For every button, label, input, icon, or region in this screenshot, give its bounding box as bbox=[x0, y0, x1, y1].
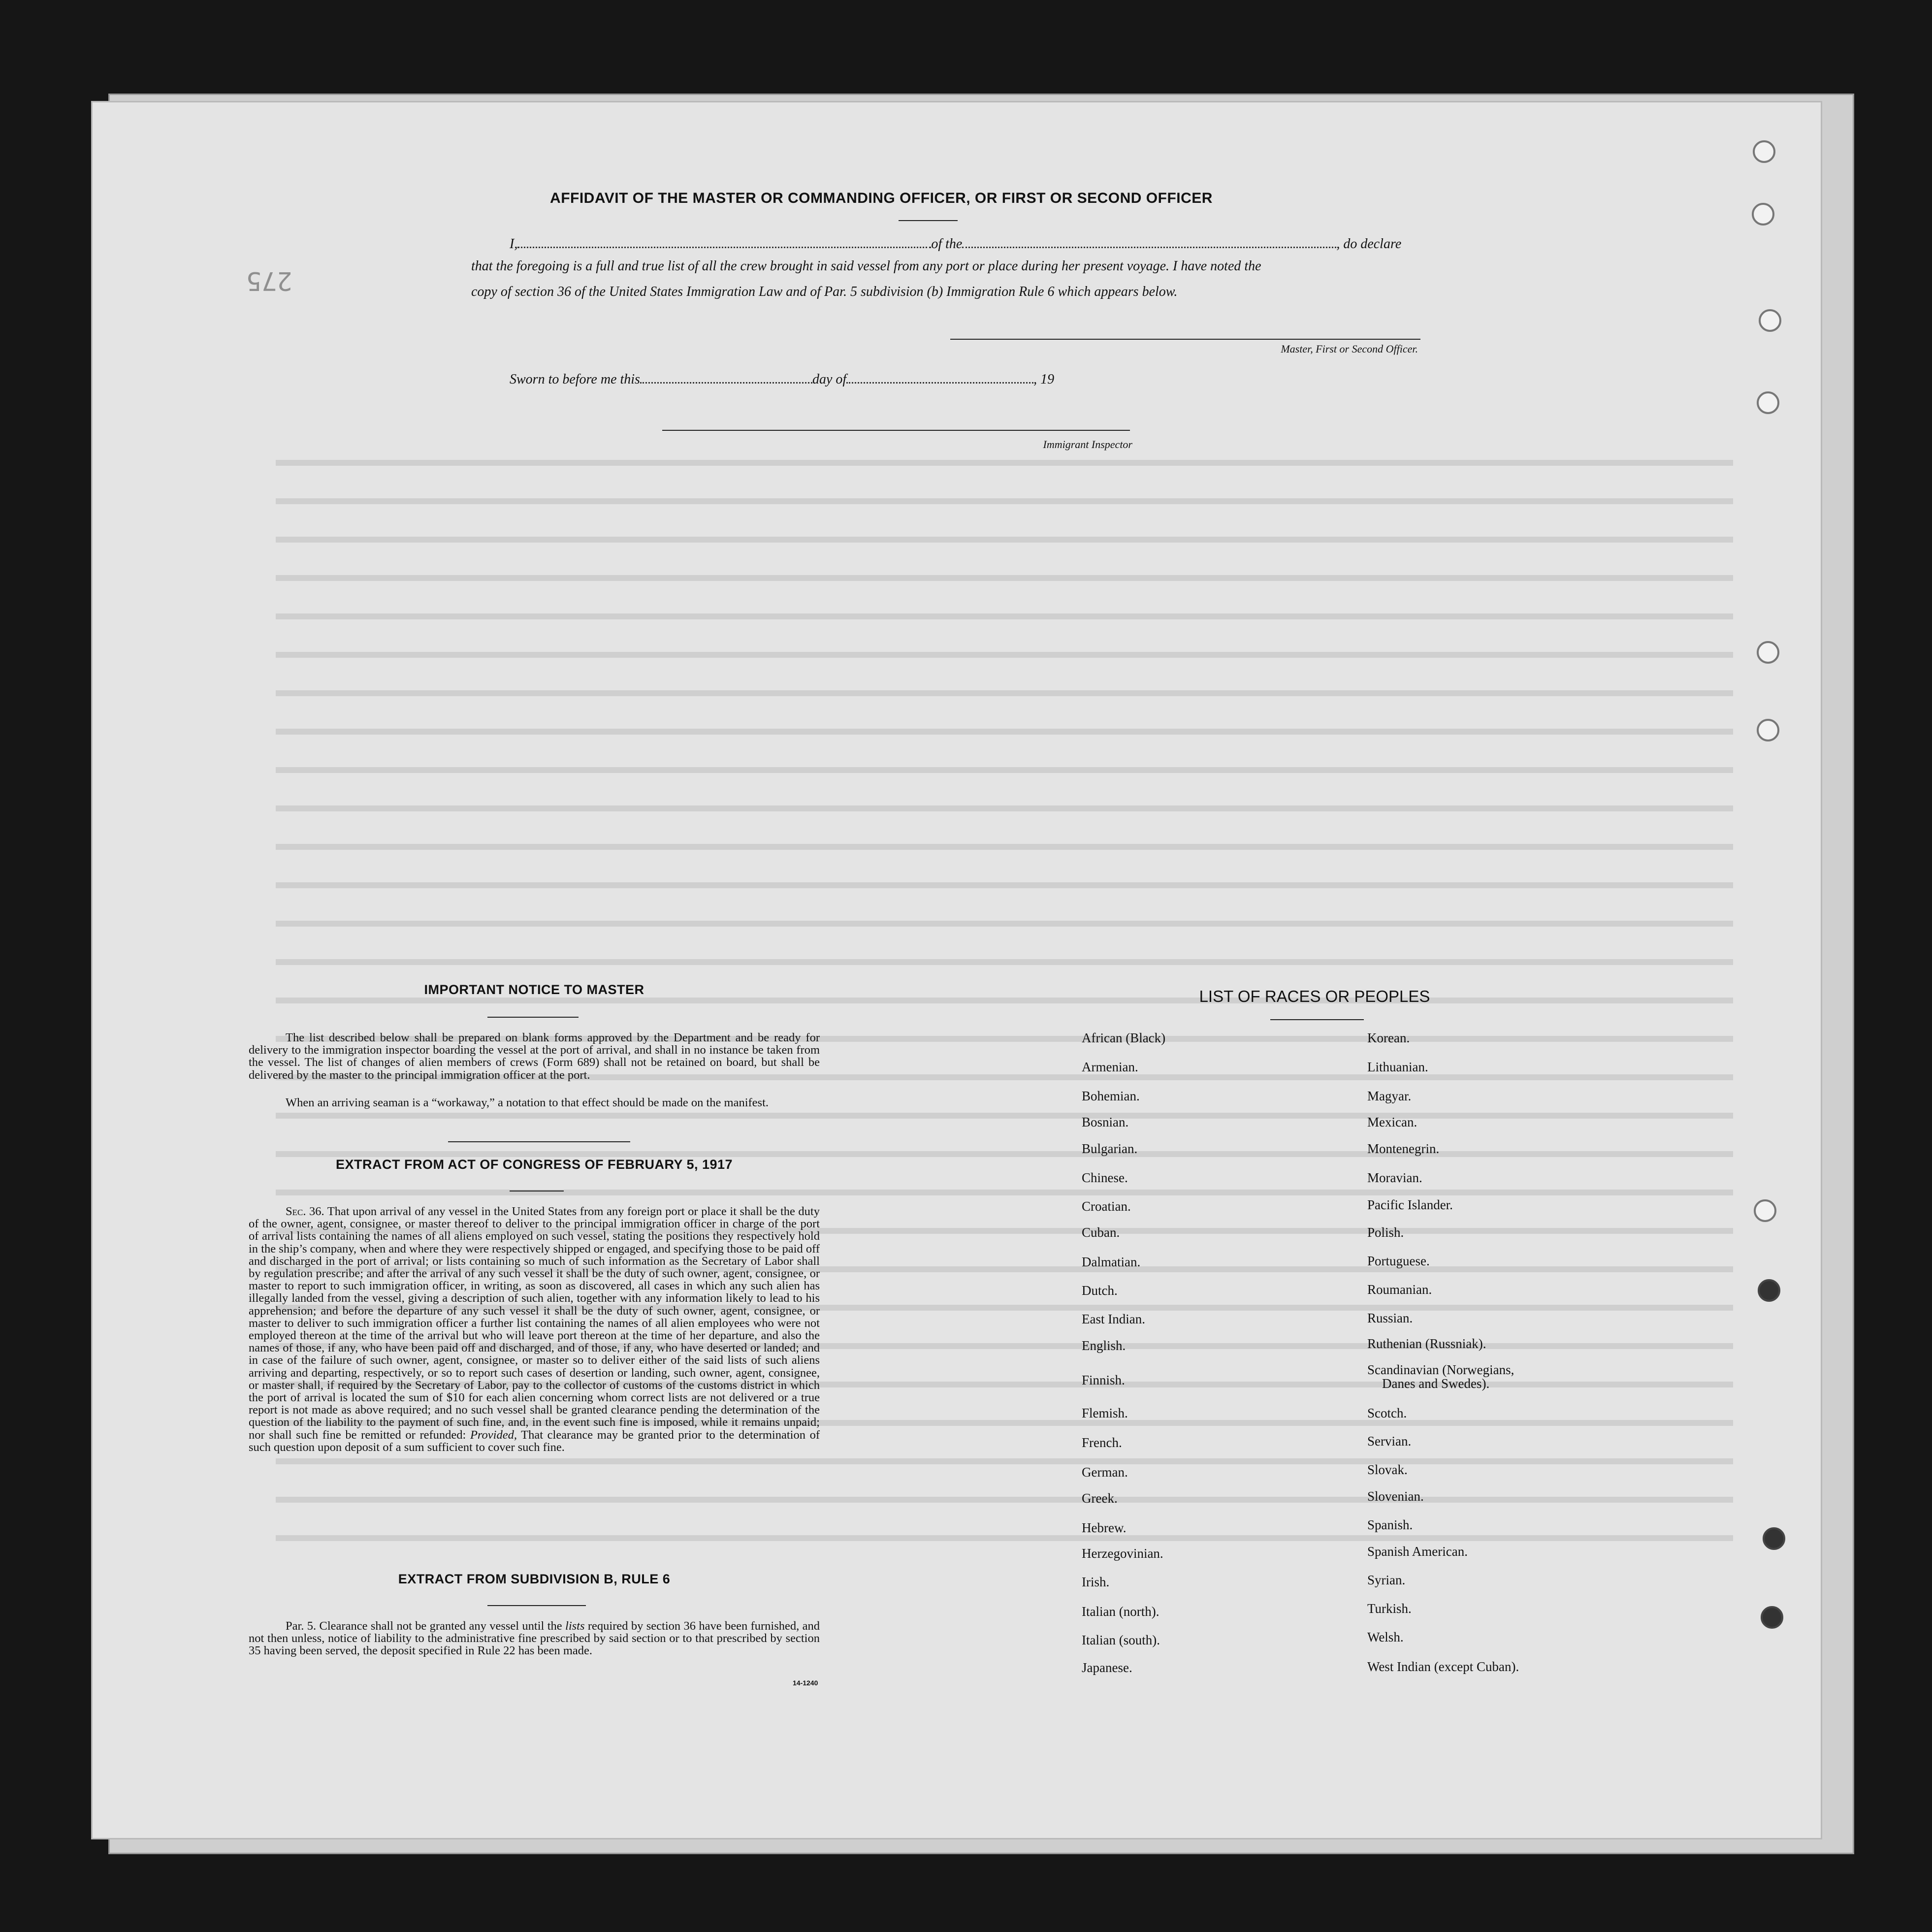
section-body: That upon arrival of any vessel in the United States from any foreign port or place it shall be the duty of the owner, agent, consignee, or master thereof to deliver to the principal immigration officer in charge of the port of arrival lists containing the names of all aliens employed on such vessel, stating the positions they respectively hold in the ship’s company, when and where they were respectively shipped or engaged, and specifying those to be paid off and discharged in the port of arrival; or lists containing so much of such information as the Secretary of Labor shall by regulation prescribe; and after the arrival of any such vessel it shall be the duty of such owner, agent, consignee, or master to report to such immigration officer, in writing, as soon as discovered, all cases in which any such alien has illegally landed from the vessel, giving a description of such alien, together with any information likely to lead to his apprehension; and before the departure of any such vessel it shall be the duty of such owner, agent, consignee, or master to deliver to such immigration officer a further list containing the names of all alien employees who were not employed thereon at the time of the arrival but who will leave port thereon at the time of her departure, and also the names of those, if any, who have been paid off and discharged, and of those, if any, who have deserted or landed; and in case of the failure of such owner, agent, consignee, or master so to deliver either of the said lists of such aliens arriving and departing, respectively, or so to report such cases of desertion or landing, such owner, agent, consignee, or master shall, if required by the Secretary of Labor, pay to the collector of customs of the customs district in which the port of arrival is located the sum of $10 for each alien concerning whom correct lists are not delivered or a true report is not made as above required; and no such vessel shall be granted clearance pending the determination of the question of the liability to the payment of such fine, and, in the event such fine is imposed, while it remains unpaid; nor shall such fine be remitted or refunded: bbox=[249, 1205, 820, 1442]
race-item: Chinese. bbox=[1082, 1170, 1128, 1185]
act-extract-title: EXTRACT FROM ACT OF CONGRESS OF FEBRUARY 5, 1917 bbox=[335, 1157, 733, 1172]
race-item: Scandinavian (Norwegians, bbox=[1367, 1362, 1514, 1377]
race-item: Hebrew. bbox=[1082, 1520, 1127, 1535]
race-item: French. bbox=[1082, 1435, 1122, 1450]
race-item: Portuguese. bbox=[1367, 1254, 1430, 1268]
rule-paragraph bbox=[249, 1620, 820, 1657]
race-item: Italian (south). bbox=[1082, 1633, 1160, 1647]
race-item: Lithuanian. bbox=[1367, 1060, 1428, 1074]
notice-paragraph-1: The list described below shall be prepared on blank forms approved by the Department and be ready for delivery to the immigration inspector boarding the vessel at the port of arrival, and shall in no instance be taken from the vessel. The list of changes of alien members of crews (Form 689) shall not be retained on board, but shall be delivered by the master to the principal immigration officer at the port. bbox=[249, 1031, 820, 1082]
race-item: Croatian. bbox=[1082, 1199, 1131, 1214]
races-rule bbox=[1270, 1019, 1364, 1020]
vessel-blank bbox=[962, 247, 1336, 248]
race-item: Bulgarian. bbox=[1082, 1141, 1138, 1156]
notice-rule bbox=[487, 1017, 579, 1018]
race-item: Greek. bbox=[1082, 1491, 1118, 1506]
punch-hole bbox=[1759, 309, 1781, 332]
race-item: German. bbox=[1082, 1465, 1128, 1480]
notice-title: IMPORTANT NOTICE TO MASTER bbox=[424, 982, 644, 997]
race-item: Montenegrin. bbox=[1367, 1141, 1440, 1156]
provided-label: Provided, bbox=[470, 1428, 517, 1442]
master-signature-caption: Master, First or Second Officer. bbox=[1281, 343, 1418, 355]
race-item: East Indian. bbox=[1082, 1312, 1145, 1326]
race-item: Bohemian. bbox=[1082, 1089, 1140, 1103]
race-item: Mexican. bbox=[1367, 1115, 1417, 1129]
race-item: Bosnian. bbox=[1082, 1115, 1129, 1129]
race-item: Spanish American. bbox=[1367, 1544, 1468, 1559]
rule-lists-word: lists bbox=[565, 1619, 585, 1633]
race-item: Russian. bbox=[1367, 1311, 1413, 1325]
race-item: Slovak. bbox=[1367, 1462, 1408, 1477]
race-item: African (Black) bbox=[1082, 1030, 1166, 1045]
race-item: Dalmatian. bbox=[1082, 1255, 1141, 1269]
affidavit-line-3: copy of section 36 of the United States Immigration Law and of Par. 5 subdivision (b) Immigration Rule 6 which appears below. bbox=[471, 284, 1178, 299]
section-label: Sec. 36. bbox=[286, 1205, 324, 1218]
rule-extract-title: EXTRACT FROM SUBDIVISION B, RULE 6 bbox=[398, 1572, 671, 1586]
rule-body-a: Par. 5. Clearance shall not be granted any vessel until the bbox=[286, 1619, 566, 1633]
race-item-continued: Danes and Swedes). bbox=[1382, 1376, 1490, 1391]
punch-hole bbox=[1754, 1199, 1776, 1222]
race-item: Ruthenian (Russniak). bbox=[1367, 1336, 1486, 1351]
race-item: Flemish. bbox=[1082, 1406, 1128, 1420]
section-tail: That clearance may be granted prior to the determination of such question upon deposit of a sum sufficient to cover such fine. bbox=[249, 1428, 820, 1454]
race-item: West Indian (except Cuban). bbox=[1367, 1659, 1519, 1674]
form-number: 14-1240 bbox=[793, 1679, 818, 1687]
sworn-line bbox=[510, 372, 1054, 387]
race-item: Moravian. bbox=[1367, 1170, 1422, 1185]
page-number-bleed: 275 bbox=[246, 266, 292, 295]
month-blank bbox=[846, 382, 1033, 384]
race-item: Scotch. bbox=[1367, 1406, 1407, 1420]
punch-hole bbox=[1757, 391, 1779, 414]
day-of-label: day of bbox=[812, 372, 847, 387]
inspector-caption: Immigrant Inspector bbox=[1043, 438, 1132, 451]
do-declare-label: , do declare bbox=[1336, 236, 1402, 252]
race-item: Italian (north). bbox=[1082, 1604, 1159, 1619]
rule-rule bbox=[487, 1605, 586, 1606]
i-label: I, bbox=[510, 236, 518, 252]
act-section-36 bbox=[249, 1205, 820, 1453]
race-item: Welsh. bbox=[1367, 1630, 1404, 1644]
sworn-label: Sworn to before me this bbox=[510, 372, 640, 387]
race-item: Magyar. bbox=[1367, 1089, 1412, 1103]
race-item: Irish. bbox=[1082, 1575, 1110, 1589]
punch-hole bbox=[1757, 641, 1779, 664]
affidavit-line-2: that the foregoing is a full and true list of all the crew brought in said vessel from any port or place during her present voyage. I have noted the bbox=[471, 258, 1261, 274]
punch-hole bbox=[1758, 1279, 1780, 1302]
year-label: , 19 bbox=[1033, 372, 1055, 387]
rule-body-b: required by section 36 have been furnished, and not then unless, notice of liability to the administrative fine prescribed by said section or to that prescribed by section 35 having been served, the deposit specified in Rule 22 has been made. bbox=[249, 1619, 820, 1658]
race-item: Turkish. bbox=[1367, 1601, 1412, 1616]
notice-paragraph-2: When an arriving seaman is a “workaway,” a notation to that effect should be made on the manifest. bbox=[286, 1096, 769, 1109]
race-item: Dutch. bbox=[1082, 1283, 1118, 1298]
race-item: English. bbox=[1082, 1338, 1126, 1353]
races-title: LIST OF RACES OR PEOPLES bbox=[1199, 987, 1430, 1005]
title-rule bbox=[899, 220, 958, 221]
race-item: Roumanian. bbox=[1367, 1282, 1432, 1297]
race-item: Herzegovinian. bbox=[1082, 1546, 1163, 1561]
name-blank bbox=[517, 247, 931, 248]
punch-hole bbox=[1757, 719, 1779, 741]
race-item: Cuban. bbox=[1082, 1225, 1120, 1240]
punch-hole bbox=[1761, 1606, 1783, 1629]
of-the-label: of the bbox=[931, 236, 963, 252]
race-item: Armenian. bbox=[1082, 1060, 1138, 1074]
race-item: Syrian. bbox=[1367, 1573, 1406, 1587]
race-item: Polish. bbox=[1367, 1225, 1404, 1240]
punch-hole bbox=[1752, 203, 1774, 225]
race-item: Servian. bbox=[1367, 1434, 1412, 1449]
notice-divider bbox=[448, 1141, 630, 1142]
race-item: Finnish. bbox=[1082, 1373, 1125, 1387]
race-item: Japanese. bbox=[1082, 1660, 1132, 1675]
race-item: Spanish. bbox=[1367, 1517, 1413, 1532]
day-blank bbox=[640, 382, 812, 384]
race-item: Slovenian. bbox=[1367, 1489, 1424, 1504]
affidavit-title: AFFIDAVIT OF THE MASTER OR COMMANDING OFFICER, OR FIRST OR SECOND OFFICER bbox=[550, 190, 1213, 206]
race-item: Pacific Islander. bbox=[1367, 1197, 1453, 1212]
master-signature-line bbox=[950, 339, 1420, 340]
punch-hole bbox=[1763, 1527, 1785, 1550]
race-item: Korean. bbox=[1367, 1030, 1410, 1045]
punch-hole bbox=[1753, 140, 1775, 163]
affidavit-line-1 bbox=[510, 236, 1401, 252]
inspector-signature-line bbox=[662, 430, 1130, 431]
